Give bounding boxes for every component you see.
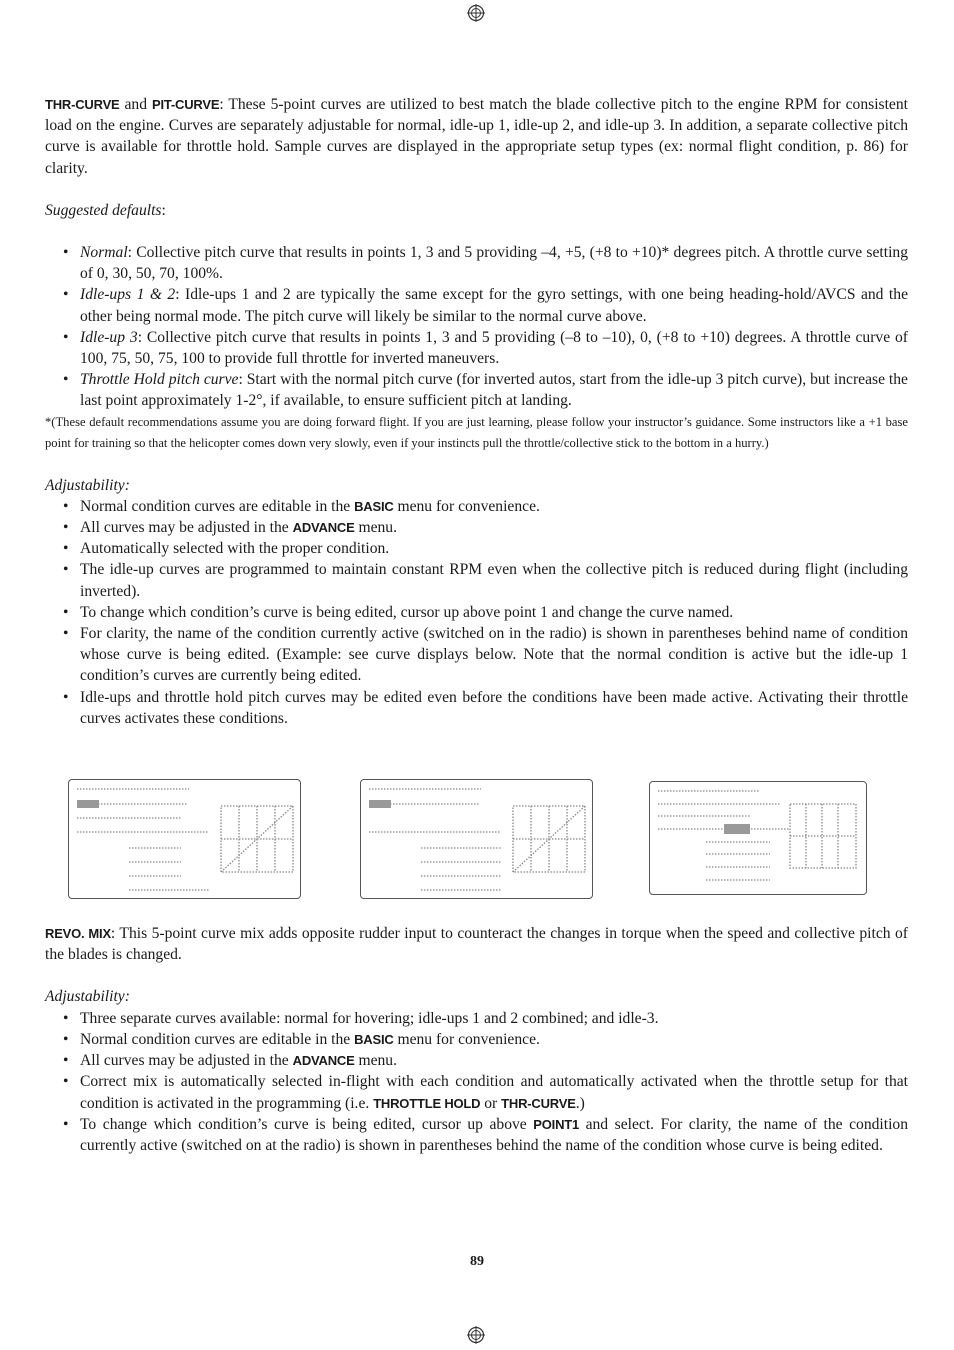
lcd-graphic-3 — [650, 782, 866, 894]
adjustability-list-2 — [45, 1008, 908, 1156]
footnote: *(These default recommendations assume you are doing forward flight. If you are just learning, please follow your instructor’s guidance. Some instructors like a +1 base point for training so that the helicopter comes down very slowly, even if your instincts pull the throttle/collective stick to the bottom in a hurry.) — [45, 414, 908, 450]
adjustability-list — [45, 496, 908, 729]
page-number: 89 — [470, 1254, 484, 1269]
basic-keyword: BASIC — [354, 1031, 394, 1047]
list-item: • Idle-ups and throttle hold pitch curves may be edited even before the conditions have been made active. Activating their throttle curves activates these conditions. — [45, 687, 908, 729]
suggested-defaults-heading: Suggested defaults: — [45, 201, 166, 219]
thr-curve-text: : These 5-point curves are utilized to best match the blade collective pitch to the engine RPM for consistent load on the engine. Curves are separately adjustable for normal, idle-up 1, idle-up 2, and idle-up 3. In addition, a separate collective pitch curve is available for throttle hold. Sample curves are displayed in the appropriate setup types (ex: normal flight condition, p. 86) for clarity. — [45, 96, 908, 177]
revo-mix-keyword: REVO. MIX — [45, 926, 111, 942]
adjustability-heading: Adjustability: — [45, 476, 130, 494]
list-item: • For clarity, the name of the condition currently active (switched on in the radio) is shown in parentheses behind name of condition whose curve is being edited. (Example: see curve displays below. Note that the normal condition is active but the idle-up 1 condition’s curves are currently being edited. — [45, 623, 908, 687]
list-item: • Three separate curves available: normal for hovering; idle-ups 1 and 2 combined; and idle-3. — [45, 1008, 908, 1029]
lcd-screen-pit-curve — [360, 779, 593, 899]
registration-mark-icon — [467, 1326, 485, 1344]
page-content — [45, 94, 908, 1156]
registration-mark-icon — [467, 4, 485, 22]
list-item: • The idle-up curves are programmed to maintain constant RPM even when the collective pitch is reduced during flight (including inverted). — [45, 559, 908, 601]
list-item: • To change which condition’s curve is being edited, cursor up above POINT1 and select. For clarity, the name of the condition currently active (switched on at the radio) is shown in parentheses behind the name of the condition whose curve is being edited. — [45, 1114, 908, 1156]
list-item: • To change which condition’s curve is being edited, cursor up above point 1 and change the curve named. — [45, 602, 908, 623]
basic-keyword: BASIC — [354, 498, 394, 514]
list-item: • Normal condition curves are editable in the BASIC menu for convenience. — [45, 496, 908, 517]
advance-keyword: ADVANCE — [292, 520, 355, 536]
list-item: • Throttle Hold pitch curve: Start with the normal pitch curve (for inverted autos, start from the idle-up 3 pitch curve), but increase the last point approximately 1-2°, if available, to ensure sufficient pitch at landing. — [45, 369, 908, 411]
point1-keyword: POINT1 — [533, 1116, 580, 1132]
list-item: • Idle-up 3: Collective pitch curve that results in points 1, 3 and 5 providing (–8 to –10), 0, (+8 to +10) degrees. A throttle curve of 100, 75, 50, 75, 100 to provide full throttle for inverted maneuvers. — [45, 327, 908, 369]
pit-curve-keyword: PIT-CURVE — [152, 97, 220, 112]
list-item: • Automatically selected with the proper condition. — [45, 538, 908, 559]
lcd-screen-revo-mix — [649, 781, 867, 895]
adjustability-heading-2: Adjustability: — [45, 988, 130, 1006]
advance-keyword: ADVANCE — [292, 1053, 355, 1069]
lcd-graphic-2 — [361, 780, 592, 898]
defaults-list — [45, 242, 908, 412]
list-item: • Correct mix is automatically selected in-flight with each condition and automatically activated when the throttle setup for that condition is activated in the programming (i.e. THROTTLE HOLD or THR-CURVE.) — [45, 1071, 908, 1113]
thr-curve-paragraph — [45, 94, 908, 179]
lcd-screen-thr-curve — [68, 779, 301, 899]
revo-mix-paragraph: REVO. MIX: This 5-point curve mix adds opposite rudder input to counteract the changes in torque when the speed and collective pitch of the blades is changed. — [45, 925, 908, 964]
thr-curve-keyword: THR-CURVE — [45, 97, 120, 112]
list-item: • All curves may be adjusted in the ADVANCE menu. — [45, 1050, 908, 1071]
throttle-hold-keyword: THROTTLE HOLD — [373, 1095, 481, 1111]
list-item: • Normal: Collective pitch curve that results in points 1, 3 and 5 providing –4, +5, (+8 to +10)* degrees pitch. A throttle curve setting of 0, 30, 50, 70, 100%. — [45, 242, 908, 284]
list-item: • Normal condition curves are editable in the BASIC menu for convenience. — [45, 1029, 908, 1050]
thr-curve-keyword: THR-CURVE — [501, 1095, 576, 1111]
list-item: • All curves may be adjusted in the ADVANCE menu. — [45, 517, 908, 538]
list-item: • Idle-ups 1 & 2: Idle-ups 1 and 2 are typically the same except for the gyro settings, with one being heading-hold/AVCS and the other being normal mode. The pitch curve will likely be similar to the normal curve above. — [45, 284, 908, 326]
lcd-graphic-1 — [69, 780, 300, 898]
lcd-screens — [45, 751, 908, 911]
and-word: and — [124, 96, 148, 113]
